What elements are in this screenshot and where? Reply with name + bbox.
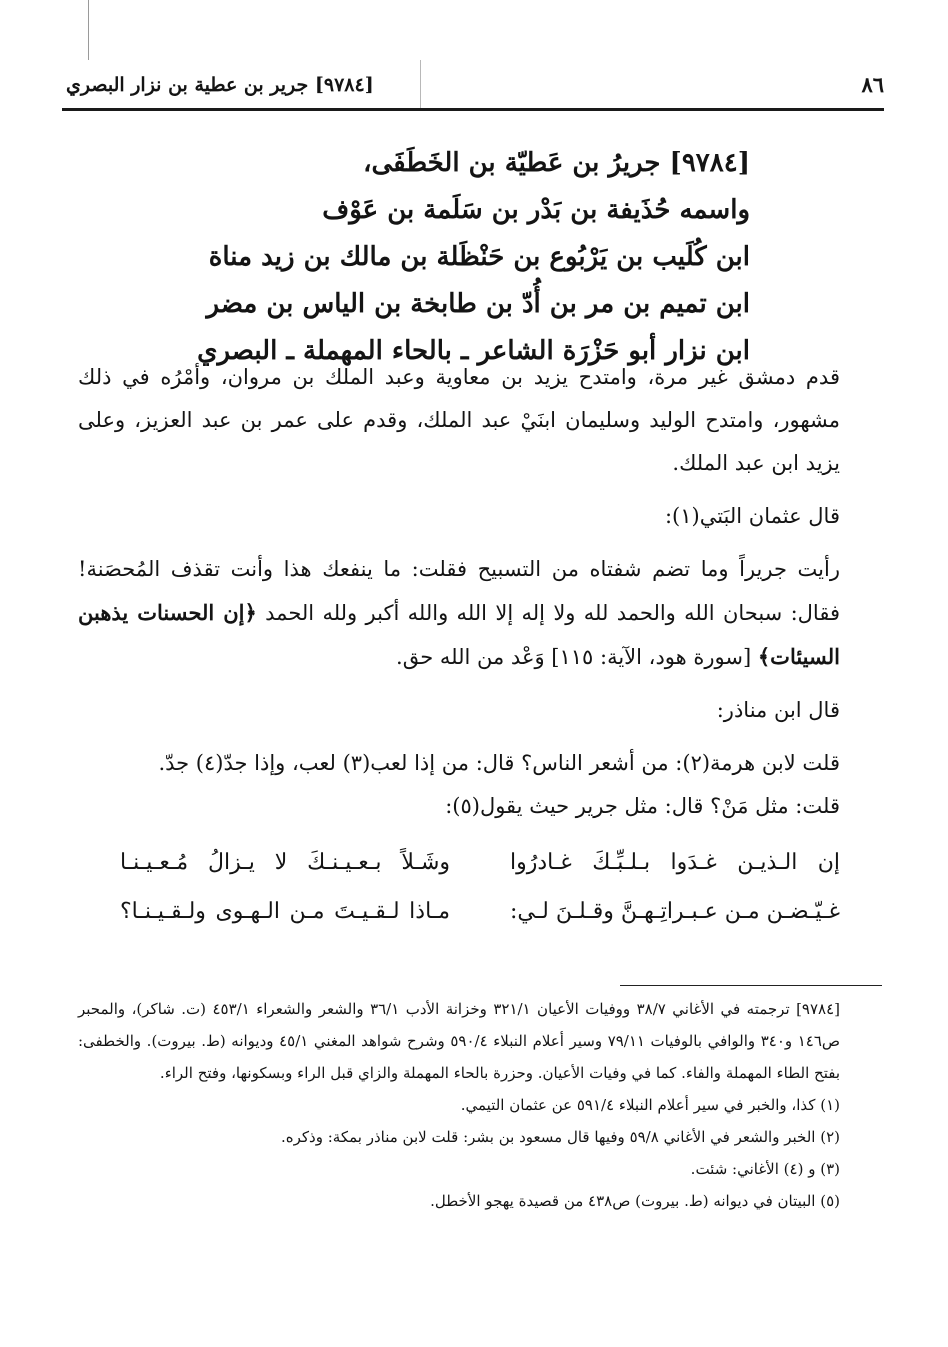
entry-heading-line: ابن كُلَيب بن يَرْبُوع بن حَنْظَلة بن مالك بن زيد مناة [208, 242, 750, 272]
body-text [78, 356, 840, 828]
footnote-item: (٢) الخبر والشعر في الأغاني ٥٩/٨ وفيها قال مسعود بن بشر: قلت لابن مناذر بمكة: وذكره. [280, 1128, 840, 1146]
poem-sadr: إن الـذيـن غـدَوا بـلـبِّـكَ غـادرُوا [510, 850, 840, 875]
entry-heading-line: ابن تميم بن مر بن أُدّ بن طابخة بن الياس بن مضر [206, 289, 750, 319]
page-crease-mark [88, 0, 89, 60]
poem [120, 838, 840, 936]
footnote-item: (٣) و (٤) الأغاني: شئت. [690, 1160, 840, 1178]
entry-heading-line: واسمه حُذَيفة بن بَدْر بن سَلَمة بن عَوْف [322, 195, 750, 225]
entry-heading [197, 140, 750, 375]
poem-sadr: غـيّـضـن مـن عـبـراتِـهـنَّ وقـلـنَ لـي: [509, 899, 840, 924]
dialogue-line: قلت لابن هرمة(٢): من أشعر الناس؟ قال: من إذا لعب(٣) لعب، وإذا جدّ(٤) جدّ. [158, 751, 840, 775]
quran-quote: ﴿إن الحسنات يذهبن السيئات﴾ [78, 600, 840, 669]
poem-ajuz: وشَـلاً بـعـيـنـكَ لا يـزالُ مُـعـيـنـا [120, 850, 450, 875]
biography-paragraph: قدم دمشق غير مرة، وامتدح يزيد بن معاوية وعبد الملك بن مروان، وأمْرُه في ذلك مشهور، وامتدح الوليد وسليمان ابنَيْ عبد الملك، وقدم على عمر بن عبد العزيز، وعلى يزيد ابن عبد الملك. [78, 365, 840, 475]
poem-verse [120, 838, 840, 887]
poem-ajuz: مـاذا لـقـيـتَ مـن الـهـوى ولـقـيـنـا؟ [120, 899, 450, 924]
entry-heading-line: ابن نزار أبو حَزْرَة الشاعر ـ بالحاء المهملة ـ البصري [197, 336, 750, 366]
quran-reference: [سورة هود، الآية: ١١٥] وَعْد من الله حق. [396, 645, 752, 669]
footnote-main: [٩٧٨٤] ترجمته في الأغاني ٣٨/٧ ووفيات الأعيان ٣٢١/١ وخزانة الأدب ٣٦/١ والشعر والشعراء ٤٥٣/١ (ت. شاكر)، والمحبر ص١٤٦ و٣٤٠ والوافي بالوفيات ٧٩/١١ وسير أعلام النبلاء ٥٩٠/٤ وشرح شواهد المغني ٤٥/١ وديوانه (ط. بيروت). والخطفى: بفتح الطاء المهملة والفاء. كما في وفيات الأعيان. وحزرة بالحاء المهملة والزاي قبل الراء وبسكونها، وفتح الراء. [78, 1000, 841, 1082]
dialogue-line: قلت: مثل مَنْ؟ قال: مثل جرير حيث يقول(٥): [445, 794, 840, 818]
page-number: ٨٦ [861, 72, 884, 97]
anecdote-paragraph [78, 548, 840, 679]
running-title: [٩٧٨٤] جرير بن عطية بن نزار البصري [66, 74, 374, 96]
running-header [62, 62, 884, 111]
quote-intro: قال ابن مناذر: [716, 698, 840, 722]
quote-intro: قال عثمان البَتي(١): [664, 504, 840, 528]
footnote-item: (٥) البيتان في ديوانه (ط. بيروت) ص٤٣٨ من قصيدة يهجو الأخطل. [430, 1192, 840, 1210]
footnotes [78, 993, 840, 1217]
footnote-item: (١) كذا، والخبر في سير أعلام النبلاء ٥٩١/٤ عن عثمان التيمي. [460, 1096, 840, 1114]
footnote-separator [620, 985, 882, 986]
poem-verse [120, 887, 840, 936]
anecdote-text: رأيت جريراً وما تضم شفتاه من التسبيح فقلت: ما ينفعك هذا وأنت تقذف المُحصَنة! فقال: سبحان الله والحمد لله ولا إله إلا الله والله أكبر ولله الحمد [78, 557, 840, 625]
entry-heading-line: [٩٧٨٤] جريرُ بن عَطيّة بن الخَطَفَى، [363, 148, 750, 178]
